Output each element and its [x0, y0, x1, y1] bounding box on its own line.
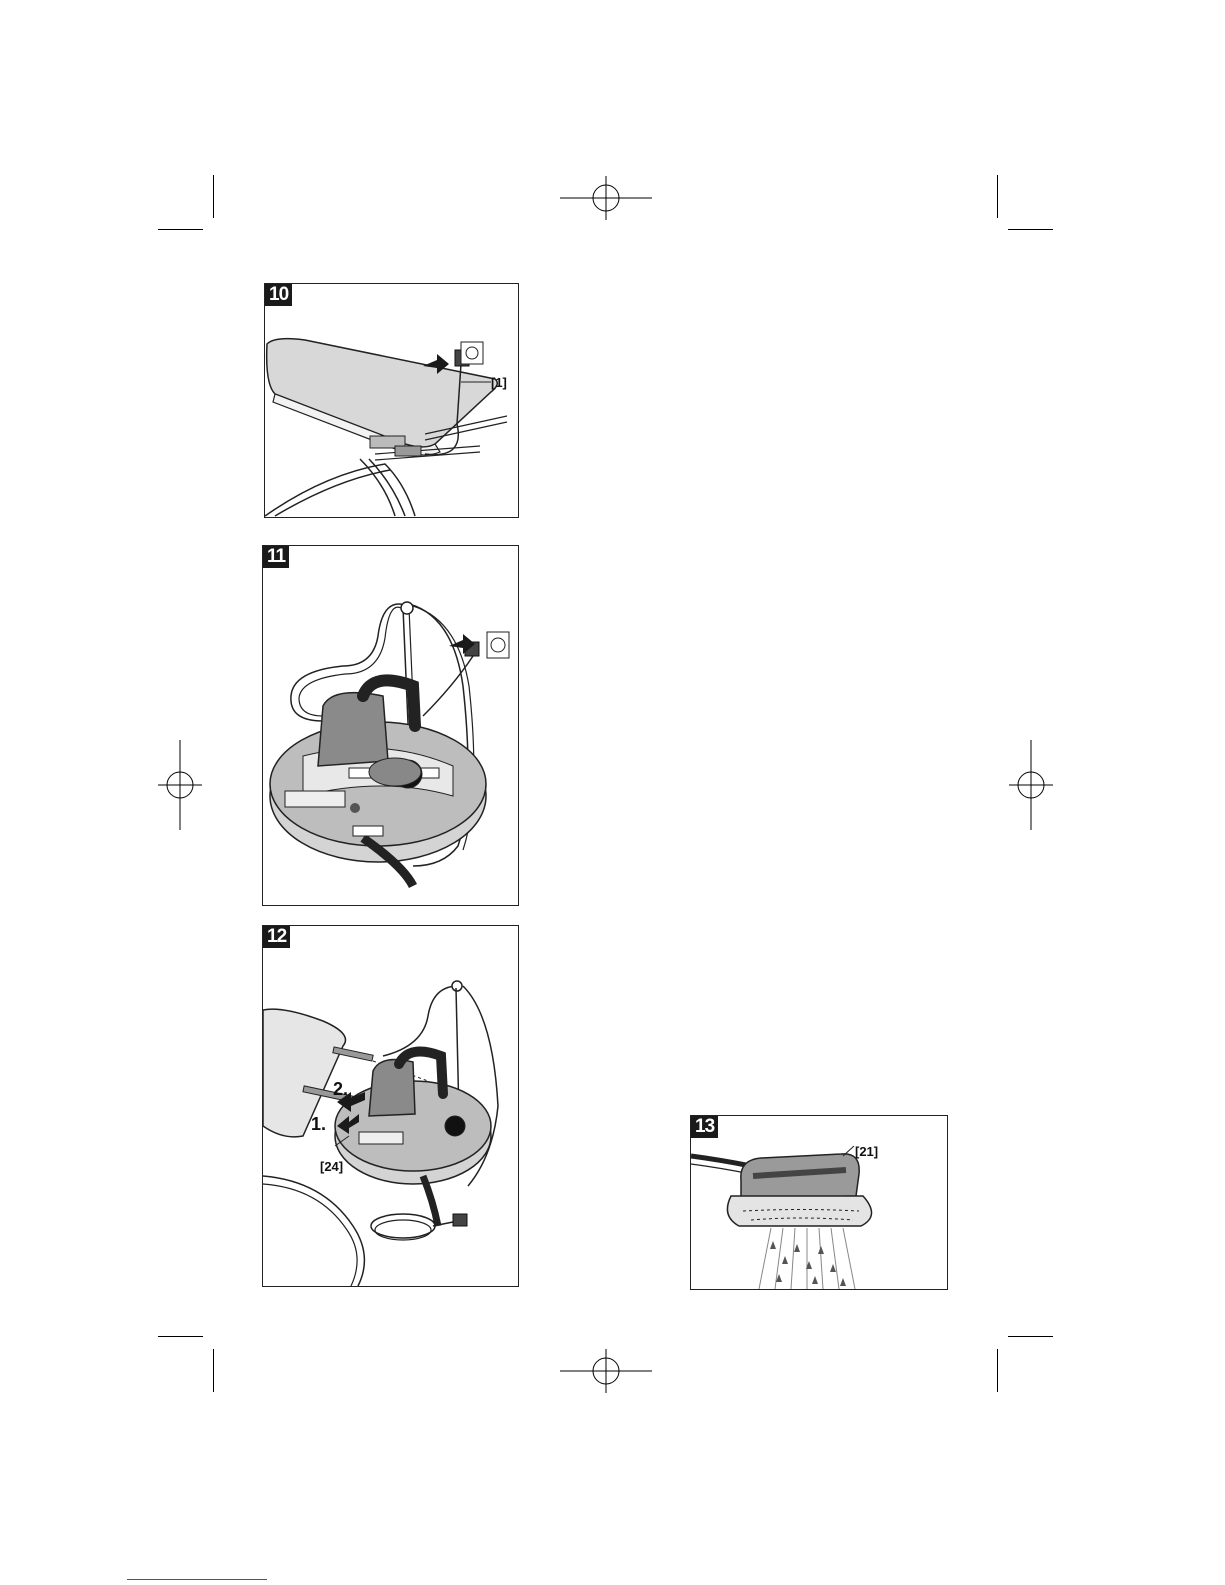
step-label: 1.: [311, 1114, 327, 1134]
step-label: 2.: [333, 1079, 349, 1099]
steam-station-plug-illustration: [263, 546, 518, 905]
figure-number: 10: [265, 284, 292, 306]
crop-mark: [1008, 1336, 1053, 1337]
part-label: [24]: [320, 1159, 344, 1174]
crop-mark: [1008, 229, 1053, 230]
figure-13-panel: [690, 1115, 948, 1290]
iron-steam-button-illustration: [691, 1116, 947, 1289]
crop-mark: [213, 1349, 214, 1392]
crop-mark: [213, 175, 214, 218]
crop-mark: [158, 1336, 203, 1337]
figure-number: 12: [263, 926, 290, 948]
crop-mark: [997, 1349, 998, 1392]
attach-station-to-board-illustration: [263, 926, 518, 1286]
registration-mark: [560, 176, 652, 220]
crop-mark: [997, 175, 998, 218]
figure-12-panel: [262, 925, 519, 1287]
figure-10-panel: [264, 283, 519, 518]
figure-11-panel: [262, 545, 519, 906]
ironing-board-plug-illustration: [265, 284, 518, 517]
figure-number: 11: [263, 546, 289, 568]
part-label: [21]: [855, 1144, 879, 1159]
registration-mark: [1009, 740, 1053, 830]
footer-link-underline: [127, 1579, 267, 1580]
crop-mark: [158, 229, 203, 230]
registration-mark: [560, 1349, 652, 1393]
part-label: [1]: [491, 375, 507, 390]
registration-mark: [158, 740, 202, 830]
figure-number: 13: [691, 1116, 718, 1138]
